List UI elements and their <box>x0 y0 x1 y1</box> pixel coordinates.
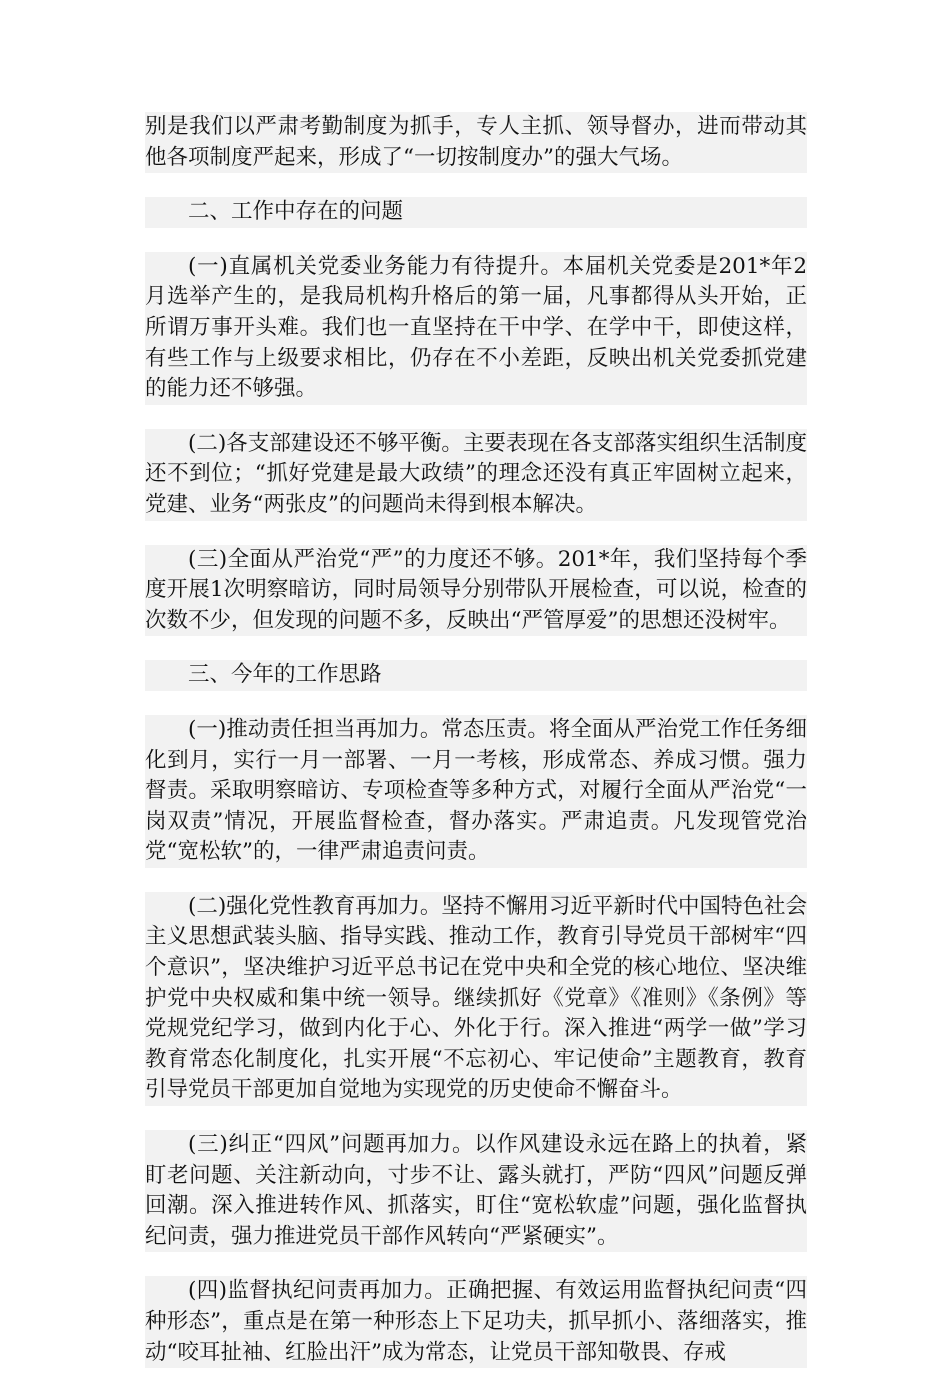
section-heading-plans: 三、今年的工作思路 <box>145 660 807 691</box>
paragraph-plan-1: (一)推动责任担当再加力。常态压责。将全面从严治党工作任务细化到月，实行一月一部署、一月一考核，形成常态、养成习惯。强力督责。采取明察暗访、专项检查等多种方式，对履行全面从严治党“一岗双责”情况，开展监督检查，督办落实。严肃追责。凡发现管党治党“宽松软”的，一律严肃追责问责。 <box>145 715 807 868</box>
paragraph-problem-2: (二)各支部建设还不够平衡。主要表现在各支部落实组织生活制度还不到位；“抓好党建是最大政绩”的理念还没有真正牢固树立起来，党建、业务“两张皮”的问题尚未得到根本解决。 <box>145 429 807 521</box>
paragraph-problem-1: (一)直属机关党委业务能力有待提升。本届机关党委是201*年2月选举产生的，是我局机构升格后的第一届，凡事都得从头开始，正所谓万事开头难。我们也一直坚持在干中学、在学中干，即使这样，有些工作与上级要求相比，仍存在不小差距，反映出机关党委抓党建的能力还不够强。 <box>145 252 807 405</box>
paragraph-plan-4: (四)监督执纪问责再加力。正确把握、有效运用监督执纪问责“四种形态”，重点是在第一种形态上下足功夫，抓早抓小、落细落实，推动“咬耳扯袖、红脸出汗”成为常态，让党员干部知敬畏、存戒 <box>145 1276 807 1368</box>
paragraph-problem-3: (三)全面从严治党“严”的力度还不够。201*年，我们坚持每个季度开展1次明察暗访，同时局领导分别带队开展检查，可以说，检查的次数不少，但发现的问题不多，反映出“严管厚爱”的思想还没树牢。 <box>145 545 807 637</box>
paragraph-plan-3: (三)纠正“四风”问题再加力。以作风建设永远在路上的执着，紧盯老问题、关注新动向，寸步不让、露头就打，严防“四风”问题反弹回潮。深入推进转作风、抓落实，盯住“宽松软虚”问题，强化监督执纪问责，强力推进党员干部作风转向“严紧硬实”。 <box>145 1130 807 1252</box>
paragraph-continued: 别是我们以严肃考勤制度为抓手，专人主抓、领导督办，进而带动其他各项制度严起来，形成了“一切按制度办”的强大气场。 <box>145 112 807 173</box>
paragraph-plan-2: (二)强化党性教育再加力。坚持不懈用习近平新时代中国特色社会主义思想武装头脑、指导实践、推动工作，教育引导党员干部树牢“四个意识”，坚决维护习近平总书记在党中央和全党的核心地位、坚决维护党中央权威和集中统一领导。继续抓好《党章》《准则》《条例》等党规党纪学习，做到内化于心、外化于行。深入推进“两学一做”学习教育常态化制度化，扎实开展“不忘初心、牢记使命”主题教育，教育引导党员干部更加自觉地为实现党的历史使命不懈奋斗。 <box>145 892 807 1106</box>
document-body <box>145 112 807 1392</box>
section-heading-problems: 二、工作中存在的问题 <box>145 197 807 228</box>
